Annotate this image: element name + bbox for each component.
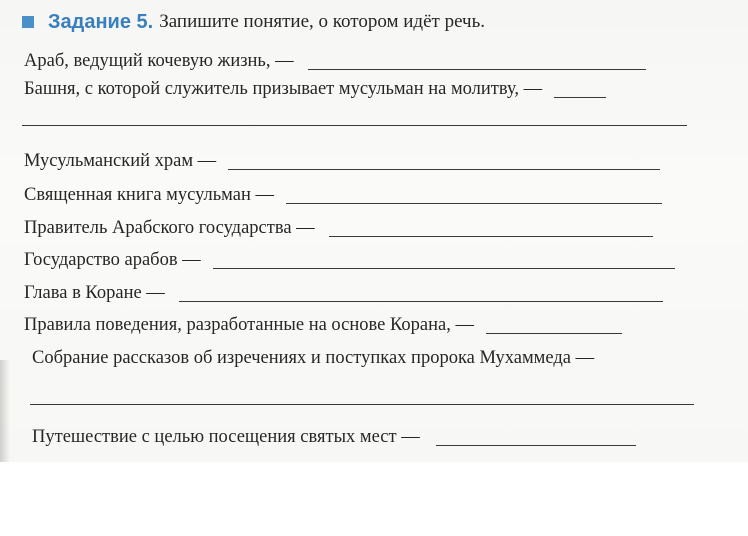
question-text-10: Путешествие с целью посещения святых мест — xyxy=(32,427,420,447)
question-text-1: Араб, ведущий кочевую жизнь, — xyxy=(24,51,294,71)
question-text-4: Священная книга мусульман — xyxy=(24,185,275,205)
question-text-2: Башня, с которой служитель призывает мусульман на молитву, — xyxy=(24,79,543,99)
question-row-8 xyxy=(24,312,622,338)
task-number: Задание 5. xyxy=(48,10,154,33)
question-row-9 xyxy=(32,345,594,371)
question-text-7: Глава в Коране — xyxy=(24,283,165,303)
question-row-7 xyxy=(24,280,663,306)
question-row-1 xyxy=(24,48,646,74)
page-edge-shadow xyxy=(0,360,10,462)
question-row-10 xyxy=(32,424,636,450)
question-text-3: Мусульманский храм — xyxy=(24,151,217,171)
task-header xyxy=(22,8,485,36)
question-row-6 xyxy=(24,247,675,273)
question-text-8: Правила поведения, разработанные на основе Корана, — xyxy=(24,315,474,335)
task-instruction: Запишите понятие, о котором идёт речь. xyxy=(159,11,486,32)
answer-line-6[interactable] xyxy=(213,268,675,269)
answer-line-5[interactable] xyxy=(329,236,653,237)
question-text-9: Собрание рассказов об изречениях и поступках пророка Мухаммеда — xyxy=(32,348,595,368)
question-row-5 xyxy=(24,215,653,241)
answer-line-2-continued[interactable] xyxy=(22,125,687,126)
question-text-6: Государство арабов — xyxy=(24,250,201,270)
question-row-3 xyxy=(24,148,660,174)
answer-line-10[interactable] xyxy=(436,445,636,446)
answer-line-8[interactable] xyxy=(486,333,622,334)
answer-line-9[interactable] xyxy=(30,404,694,405)
answer-line-4[interactable] xyxy=(286,203,662,204)
square-bullet-icon xyxy=(22,16,34,28)
answer-line-1[interactable] xyxy=(308,69,646,70)
answer-line-2[interactable] xyxy=(554,97,606,98)
question-row-2 xyxy=(24,76,606,102)
answer-line-7[interactable] xyxy=(179,301,663,302)
answer-line-3[interactable] xyxy=(228,169,660,170)
question-text-5: Правитель Арабского государства — xyxy=(24,218,315,238)
question-row-4 xyxy=(24,182,662,208)
